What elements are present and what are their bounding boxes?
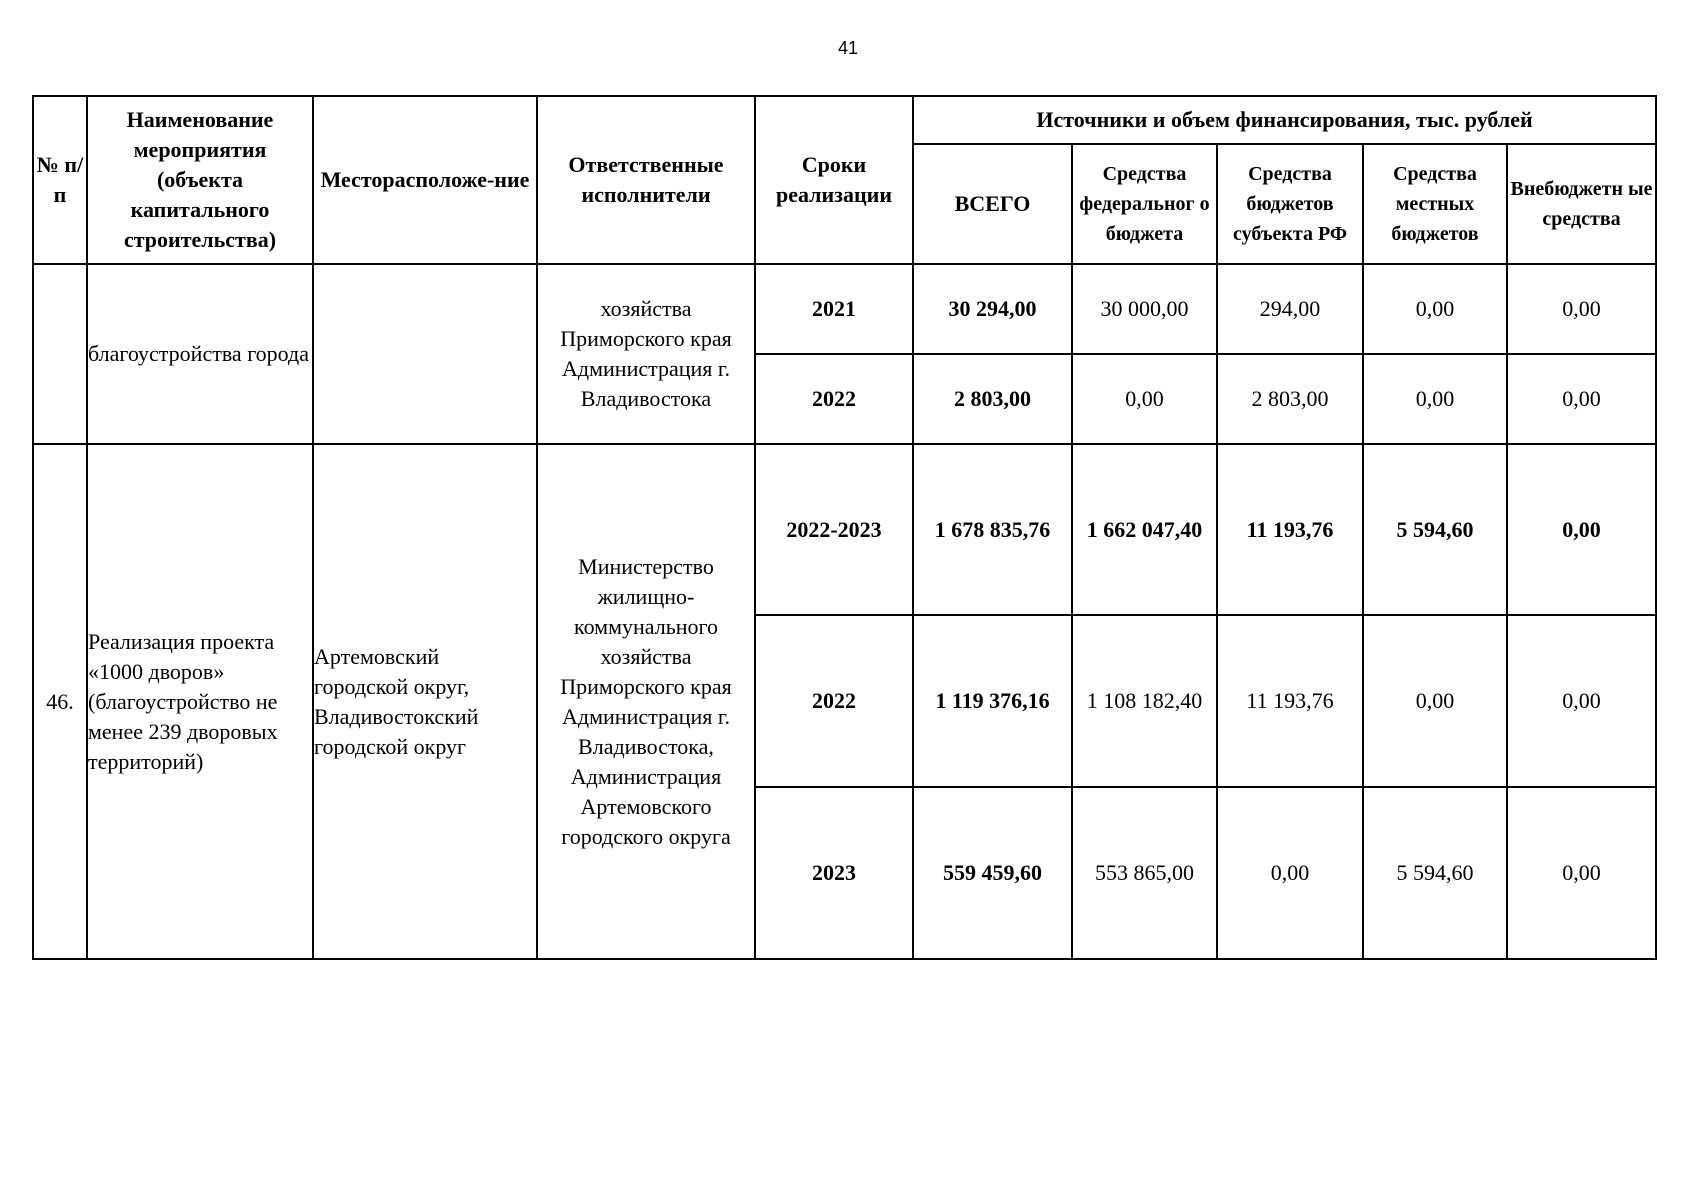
header-federal: Средства федеральног о бюджета <box>1072 144 1217 264</box>
block2-offbudget: 0,00 <box>1507 615 1656 787</box>
block1-num-cell <box>33 264 87 444</box>
header-offbudget: Внебюджетн ые средства <box>1507 144 1656 264</box>
block2-total: 1 119 376,16 <box>913 615 1072 787</box>
block2-name: Реализация проекта «1000 дворов» (благоустройство не менее 239 дворовых территорий) <box>87 444 313 959</box>
block1-total: 2 803,00 <box>913 354 1072 444</box>
block1-total: 30 294,00 <box>913 264 1072 354</box>
block1-local: 0,00 <box>1363 354 1507 444</box>
block2-location: Артемовский городской округ, Владивостокский городской округ <box>313 444 537 959</box>
block2-local: 5 594,60 <box>1363 444 1507 615</box>
block2-offbudget: 0,00 <box>1507 787 1656 959</box>
header-location: Месторасположе-ние <box>313 96 537 264</box>
header-name: Наименование мероприятия (объекта капитального строительства) <box>87 96 313 264</box>
block2-federal: 1 662 047,40 <box>1072 444 1217 615</box>
block1-term: 2022 <box>755 354 913 444</box>
block2-federal: 1 108 182,40 <box>1072 615 1217 787</box>
block2-regional: 0,00 <box>1217 787 1363 959</box>
block1-responsible: хозяйства Приморского края Администрация г. Владивостока <box>537 264 755 444</box>
header-num: № п/п <box>33 96 87 264</box>
block2-local: 5 594,60 <box>1363 787 1507 959</box>
block1-term: 2021 <box>755 264 913 354</box>
block2-term: 2023 <box>755 787 913 959</box>
block2-total: 1 678 835,76 <box>913 444 1072 615</box>
block1-name: благоустройства города <box>87 264 313 444</box>
block1-regional: 2 803,00 <box>1217 354 1363 444</box>
header-funding: Источники и объем финансирования, тыс. рублей <box>913 96 1656 144</box>
block2-responsible: Министерство жилищно-коммунального хозяйства Приморского края Администрация г. Владивостока, Администрация Артемовского городского округа <box>537 444 755 959</box>
block2-regional: 11 193,76 <box>1217 444 1363 615</box>
block1-location-cell <box>313 264 537 444</box>
block2-term: 2022 <box>755 615 913 787</box>
page-number: 41 <box>837 38 859 58</box>
header-responsible: Ответственные исполнители <box>537 96 755 264</box>
block2-term: 2022-2023 <box>755 444 913 615</box>
table-row <box>33 264 1656 354</box>
block2-total: 559 459,60 <box>913 787 1072 959</box>
block1-offbudget: 0,00 <box>1507 264 1656 354</box>
block1-offbudget: 0,00 <box>1507 354 1656 444</box>
header-regional: Средства бюджетов субъекта РФ <box>1217 144 1363 264</box>
header-total: ВСЕГО <box>913 144 1072 264</box>
block1-federal: 0,00 <box>1072 354 1217 444</box>
block2-num: 46. <box>33 444 87 959</box>
block1-federal: 30 000,00 <box>1072 264 1217 354</box>
block2-offbudget: 0,00 <box>1507 444 1656 615</box>
header-local: Средства местных бюджетов <box>1363 144 1507 264</box>
block2-federal: 553 865,00 <box>1072 787 1217 959</box>
table-row <box>33 444 1656 615</box>
funding-table <box>32 95 1657 960</box>
header-row-1 <box>33 96 1656 144</box>
block2-regional: 11 193,76 <box>1217 615 1363 787</box>
header-terms: Сроки реализации <box>755 96 913 264</box>
block1-local: 0,00 <box>1363 264 1507 354</box>
block2-local: 0,00 <box>1363 615 1507 787</box>
block1-regional: 294,00 <box>1217 264 1363 354</box>
